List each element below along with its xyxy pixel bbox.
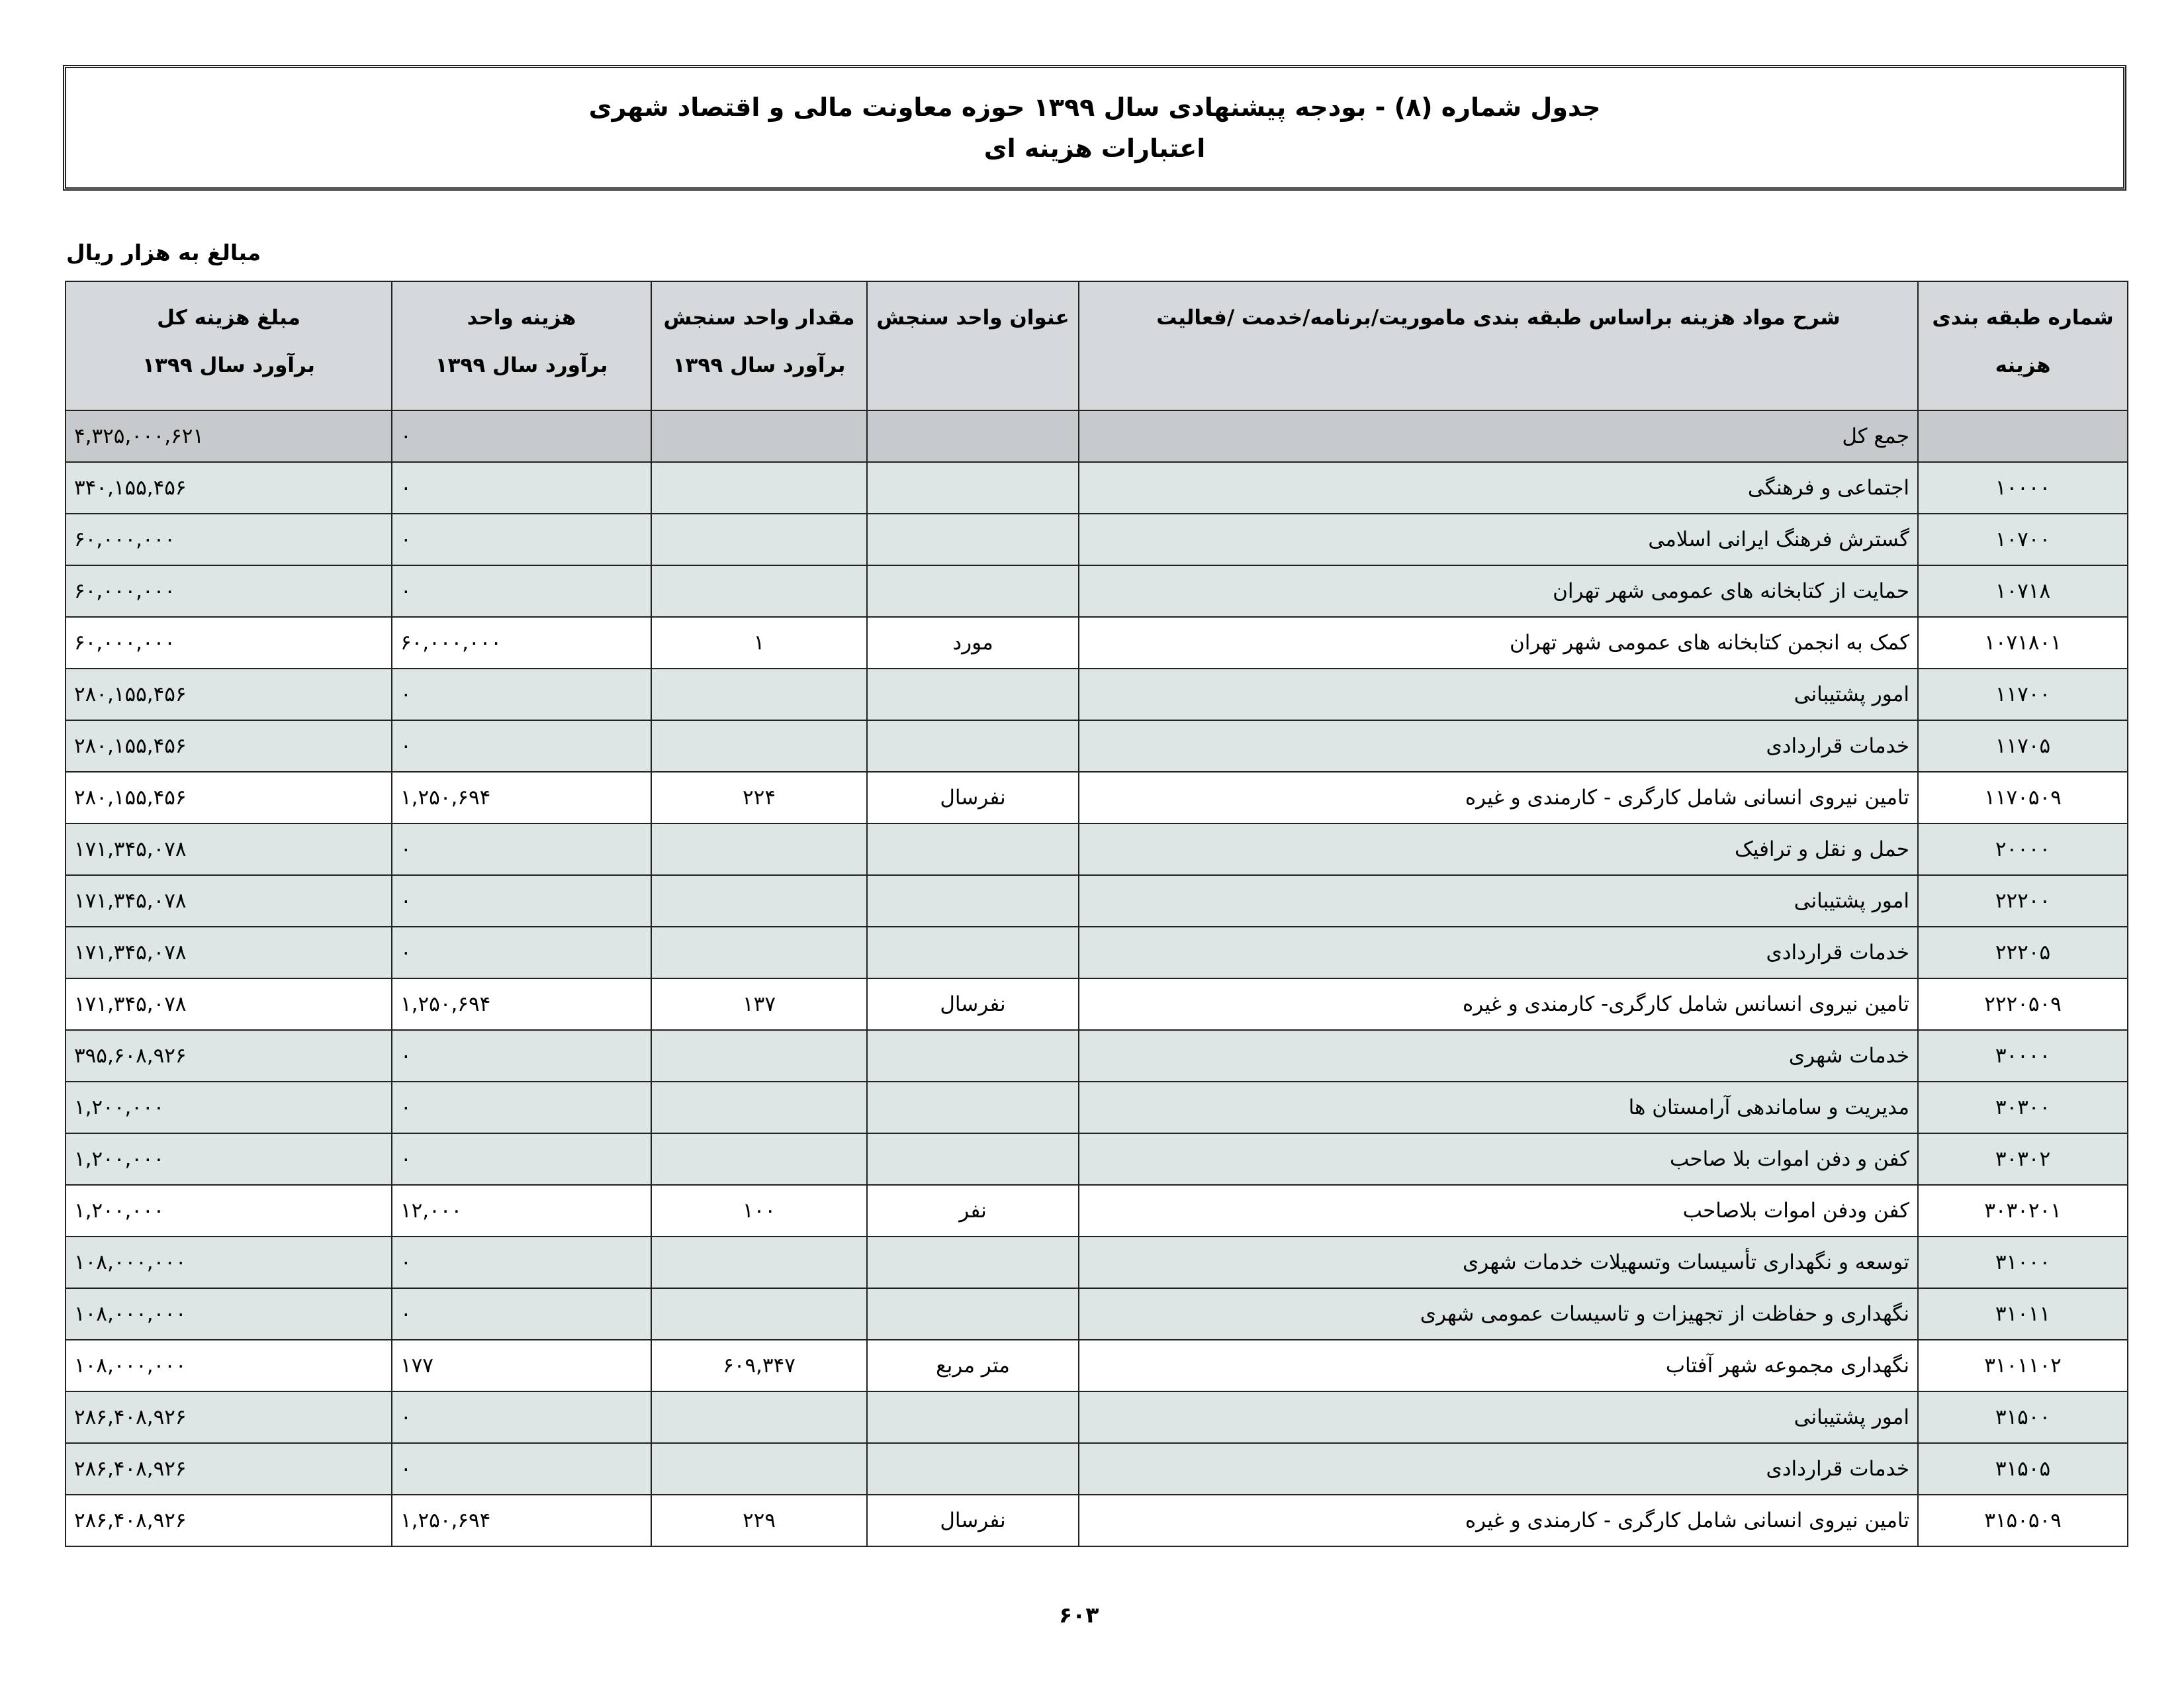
cell-unit-cost: ۰: [392, 1443, 651, 1495]
page-number: ۶۰۳: [1059, 1602, 1099, 1628]
cell-description: کفن و دفن اموات بلا صاحب: [1079, 1133, 1918, 1185]
cell-code: ۳۰۳۰۲: [1918, 1133, 2128, 1185]
cell-quantity: [651, 565, 867, 617]
cell-description: خدمات قراردادی: [1079, 1443, 1918, 1495]
cell-quantity: [651, 1030, 867, 1082]
cell-code: ۳۱۰۱۱: [1918, 1288, 2128, 1340]
cell-unit-cost: ۰: [392, 1133, 651, 1185]
cell-code: ۱۰۷۱۸۰۱: [1918, 617, 2128, 669]
grand-total-row: [66, 410, 2128, 462]
cell-unit: [867, 823, 1079, 875]
cell-quantity: [651, 1237, 867, 1288]
cell-quantity: ۲۲۴: [651, 772, 867, 823]
cell-quantity: [651, 823, 867, 875]
header-total-cost-line2: برآورد سال ۱۳۹۹: [142, 353, 315, 377]
cell-quantity: [651, 669, 867, 720]
cell-description: تامین نیروی انسانی شامل کارگری - کارمندی و غیره: [1079, 1495, 1918, 1546]
cell-total-cost: ۱۷۱,۳۴۵,۰۷۸: [66, 978, 392, 1030]
cell-unit-cost: ۰: [392, 669, 651, 720]
cell-description: تامین نیروی انسانس شامل کارگری- کارمندی و غیره: [1079, 978, 1918, 1030]
cell-code: ۳۰۳۰۰: [1918, 1082, 2128, 1133]
cell-unit: نفرسال: [867, 1495, 1079, 1546]
cell-total-cost: ۱۰۸,۰۰۰,۰۰۰: [66, 1288, 392, 1340]
cell-description: کمک به انجمن کتابخانه های عمومی شهر تهران: [1079, 617, 1918, 669]
table-row: [66, 720, 2128, 772]
header-unit: [867, 281, 1079, 410]
cell-quantity: ۱: [651, 617, 867, 669]
cell-code: ۳۱۰۱۱۰۲: [1918, 1340, 2128, 1391]
cell-total-cost: ۱۰۸,۰۰۰,۰۰۰: [66, 1237, 392, 1288]
cell-unit-cost: ۰: [392, 1237, 651, 1288]
header-quantity: [651, 281, 867, 410]
cell-description: توسعه و نگهداری تأسیسات وتسهیلات خدمات شهری: [1079, 1237, 1918, 1288]
cell-unit: نفرسال: [867, 772, 1079, 823]
cell-total-cost: ۳۴۰,۱۵۵,۴۵۶: [66, 462, 392, 514]
table-row: [66, 1237, 2128, 1288]
cell-unit-cost: ۱,۲۵۰,۶۹۴: [392, 978, 651, 1030]
cell-total-cost: ۶۰,۰۰۰,۰۰۰: [66, 617, 392, 669]
currency-unit-note: مبالغ به هزار ریال: [66, 240, 261, 265]
cell-description: مدیریت و ساماندهی آرامستان ها: [1079, 1082, 1918, 1133]
cell-code: ۲۰۰۰۰: [1918, 823, 2128, 875]
cell-quantity: [651, 720, 867, 772]
cell-unit-cost: ۰: [392, 565, 651, 617]
cell-description: حمایت از کتابخانه های عمومی شهر تهران: [1079, 565, 1918, 617]
cell-quantity: [651, 1082, 867, 1133]
cell-unit: [867, 1030, 1079, 1082]
cell-unit: [867, 514, 1079, 565]
cell-unit: متر مربع: [867, 1340, 1079, 1391]
header-quantity-line1: مقدار واحد سنجش: [663, 306, 855, 330]
page-title: جدول شماره (۸) - بودجه پیشنهادی سال ۱۳۹۹ حوزه معاونت مالی و اقتصاد شهری: [588, 93, 1601, 122]
cell-description: امور پشتیبانی: [1079, 1391, 1918, 1443]
table-row: [66, 1185, 2128, 1237]
cell-unit-cost: ۱,۲۵۰,۶۹۴: [392, 772, 651, 823]
cell-unit: [867, 927, 1079, 978]
table-row: [66, 1495, 2128, 1546]
cell-unit-cost: ۰: [392, 1288, 651, 1340]
cell-unit: [867, 720, 1079, 772]
cell-description: امور پشتیبانی: [1079, 669, 1918, 720]
cell-quantity: [651, 410, 867, 462]
table-row: [66, 875, 2128, 927]
cell-quantity: [651, 514, 867, 565]
cell-quantity: ۱۰۰: [651, 1185, 867, 1237]
table-row: [66, 669, 2128, 720]
cell-total-cost: ۶۰,۰۰۰,۰۰۰: [66, 565, 392, 617]
cell-unit: [867, 1237, 1079, 1288]
cell-code: ۱۰۷۰۰: [1918, 514, 2128, 565]
header-description-text: شرح مواد هزینه براساس طبقه بندی ماموریت/برنامه/خدمت /فعالیت: [1156, 306, 1841, 330]
cell-code: ۳۱۰۰۰: [1918, 1237, 2128, 1288]
cell-total-cost: ۱۰۸,۰۰۰,۰۰۰: [66, 1340, 392, 1391]
cell-code: ۳۱۵۰۵۰۹: [1918, 1495, 2128, 1546]
cell-unit: [867, 875, 1079, 927]
cell-description: گسترش فرهنگ ایرانی اسلامی: [1079, 514, 1918, 565]
header-code-line1: شماره طبقه بندی: [1932, 306, 2114, 330]
cell-unit: [867, 462, 1079, 514]
cell-quantity: [651, 1133, 867, 1185]
cell-code: ۳۱۵۰۵: [1918, 1443, 2128, 1495]
cell-unit-cost: ۰: [392, 1030, 651, 1082]
cell-quantity: [651, 927, 867, 978]
cell-quantity: [651, 1443, 867, 1495]
cell-code: ۱۱۷۰۵۰۹: [1918, 772, 2128, 823]
header-description: [1079, 281, 1918, 410]
cell-code: ۱۰۰۰۰: [1918, 462, 2128, 514]
cell-quantity: [651, 462, 867, 514]
budget-table: [65, 281, 2128, 1547]
cell-unit: [867, 1391, 1079, 1443]
table-row: [66, 1030, 2128, 1082]
header-code: [1918, 281, 2128, 410]
table-row: [66, 565, 2128, 617]
cell-code: ۱۱۷۰۵: [1918, 720, 2128, 772]
cell-unit-cost: ۰: [392, 720, 651, 772]
header-unit-cost-line2: برآورد سال ۱۳۹۹: [435, 353, 608, 377]
cell-code: ۲۲۲۰۵۰۹: [1918, 978, 2128, 1030]
cell-total-cost: ۱۷۱,۳۴۵,۰۷۸: [66, 927, 392, 978]
table-row: [66, 514, 2128, 565]
cell-code: [1918, 410, 2128, 462]
cell-code: ۳۱۵۰۰: [1918, 1391, 2128, 1443]
cell-unit-cost: ۰: [392, 1082, 651, 1133]
table-row: [66, 1391, 2128, 1443]
table-row: [66, 1133, 2128, 1185]
table-row: [66, 1288, 2128, 1340]
cell-total-cost: ۲۸۰,۱۵۵,۴۵۶: [66, 772, 392, 823]
cell-total-cost: ۱۷۱,۳۴۵,۰۷۸: [66, 875, 392, 927]
cell-unit-cost: ۰: [392, 927, 651, 978]
cell-description: تامین نیروی انسانی شامل کارگری - کارمندی و غیره: [1079, 772, 1918, 823]
table-row: [66, 1082, 2128, 1133]
header-unit-cost-line1: هزینه واحد: [467, 306, 576, 330]
cell-total-cost: ۱۷۱,۳۴۵,۰۷۸: [66, 823, 392, 875]
cell-total-cost: ۱,۲۰۰,۰۰۰: [66, 1133, 392, 1185]
cell-quantity: ۶۰۹,۳۴۷: [651, 1340, 867, 1391]
table-row: [66, 1443, 2128, 1495]
cell-description: خدمات شهری: [1079, 1030, 1918, 1082]
table-header-row: [66, 281, 2128, 410]
cell-description: خدمات قراردادی: [1079, 927, 1918, 978]
header-unit-text: عنوان واحد سنجش: [876, 306, 1069, 330]
cell-code: ۱۰۷۱۸: [1918, 565, 2128, 617]
cell-total-cost: ۲۸۰,۱۵۵,۴۵۶: [66, 720, 392, 772]
header-total-cost-line1: مبلغ هزینه کل: [157, 306, 300, 330]
cell-description: خدمات قراردادی: [1079, 720, 1918, 772]
cell-quantity: [651, 875, 867, 927]
cell-total-cost: ۲۸۶,۴۰۸,۹۲۶: [66, 1391, 392, 1443]
table-row: [66, 927, 2128, 978]
header-unit-cost: [392, 281, 651, 410]
cell-description: جمع کل: [1079, 410, 1918, 462]
cell-code: ۲۲۲۰۵: [1918, 927, 2128, 978]
cell-unit-cost: ۰: [392, 875, 651, 927]
cell-unit: [867, 1082, 1079, 1133]
cell-code: ۱۱۷۰۰: [1918, 669, 2128, 720]
cell-total-cost: ۱,۲۰۰,۰۰۰: [66, 1185, 392, 1237]
cell-description: کفن ودفن اموات بلاصاحب: [1079, 1185, 1918, 1237]
cell-description: نگهداری و حفاظت از تجهیزات و تاسیسات عمومی شهری: [1079, 1288, 1918, 1340]
page-subtitle: اعتبارات هزینه ای: [983, 134, 1206, 163]
cell-unit: [867, 565, 1079, 617]
cell-code: ۳۰۳۰۲۰۱: [1918, 1185, 2128, 1237]
table-row: [66, 772, 2128, 823]
cell-unit-cost: ۰: [392, 410, 651, 462]
table-row: [66, 978, 2128, 1030]
cell-unit: نفرسال: [867, 978, 1079, 1030]
cell-quantity: ۲۲۹: [651, 1495, 867, 1546]
cell-unit: مورد: [867, 617, 1079, 669]
cell-unit-cost: ۰: [392, 462, 651, 514]
cell-description: اجتماعی و فرهنگی: [1079, 462, 1918, 514]
cell-description: امور پشتیبانی: [1079, 875, 1918, 927]
cell-code: ۲۲۲۰۰: [1918, 875, 2128, 927]
cell-total-cost: ۱,۲۰۰,۰۰۰: [66, 1082, 392, 1133]
cell-total-cost: ۶۰,۰۰۰,۰۰۰: [66, 514, 392, 565]
table-body: [66, 410, 2128, 1546]
table-row: [66, 462, 2128, 514]
cell-description: حمل و نقل و ترافیک: [1079, 823, 1918, 875]
cell-total-cost: ۳۹۵,۶۰۸,۹۲۶: [66, 1030, 392, 1082]
cell-unit: [867, 1443, 1079, 1495]
cell-total-cost: ۲۸۶,۴۰۸,۹۲۶: [66, 1495, 392, 1546]
header-total-cost: [66, 281, 392, 410]
cell-total-cost: ۲۸۰,۱۵۵,۴۵۶: [66, 669, 392, 720]
header-quantity-line2: برآورد سال ۱۳۹۹: [672, 353, 846, 377]
cell-total-cost: ۲۸۶,۴۰۸,۹۲۶: [66, 1443, 392, 1495]
cell-total-cost: ۴,۳۲۵,۰۰۰,۶۲۱: [66, 410, 392, 462]
cell-quantity: [651, 1288, 867, 1340]
cell-unit-cost: ۶۰,۰۰۰,۰۰۰: [392, 617, 651, 669]
table-row: [66, 617, 2128, 669]
table-row: [66, 1340, 2128, 1391]
cell-quantity: ۱۳۷: [651, 978, 867, 1030]
cell-unit: [867, 410, 1079, 462]
cell-quantity: [651, 1391, 867, 1443]
table-row: [66, 823, 2128, 875]
cell-unit-cost: ۱۲,۰۰۰: [392, 1185, 651, 1237]
cell-unit: [867, 1288, 1079, 1340]
cell-unit-cost: ۰: [392, 823, 651, 875]
cell-unit-cost: ۰: [392, 514, 651, 565]
cell-unit: [867, 669, 1079, 720]
header-code-line2: هزینه: [1995, 353, 2051, 377]
cell-description: نگهداری مجموعه شهر آفتاب: [1079, 1340, 1918, 1391]
cell-unit-cost: ۱,۲۵۰,۶۹۴: [392, 1495, 651, 1546]
cell-unit-cost: ۱۷۷: [392, 1340, 651, 1391]
cell-code: ۳۰۰۰۰: [1918, 1030, 2128, 1082]
cell-unit-cost: ۰: [392, 1391, 651, 1443]
cell-unit: [867, 1133, 1079, 1185]
title-box: [63, 65, 2126, 191]
cell-unit: نفر: [867, 1185, 1079, 1237]
